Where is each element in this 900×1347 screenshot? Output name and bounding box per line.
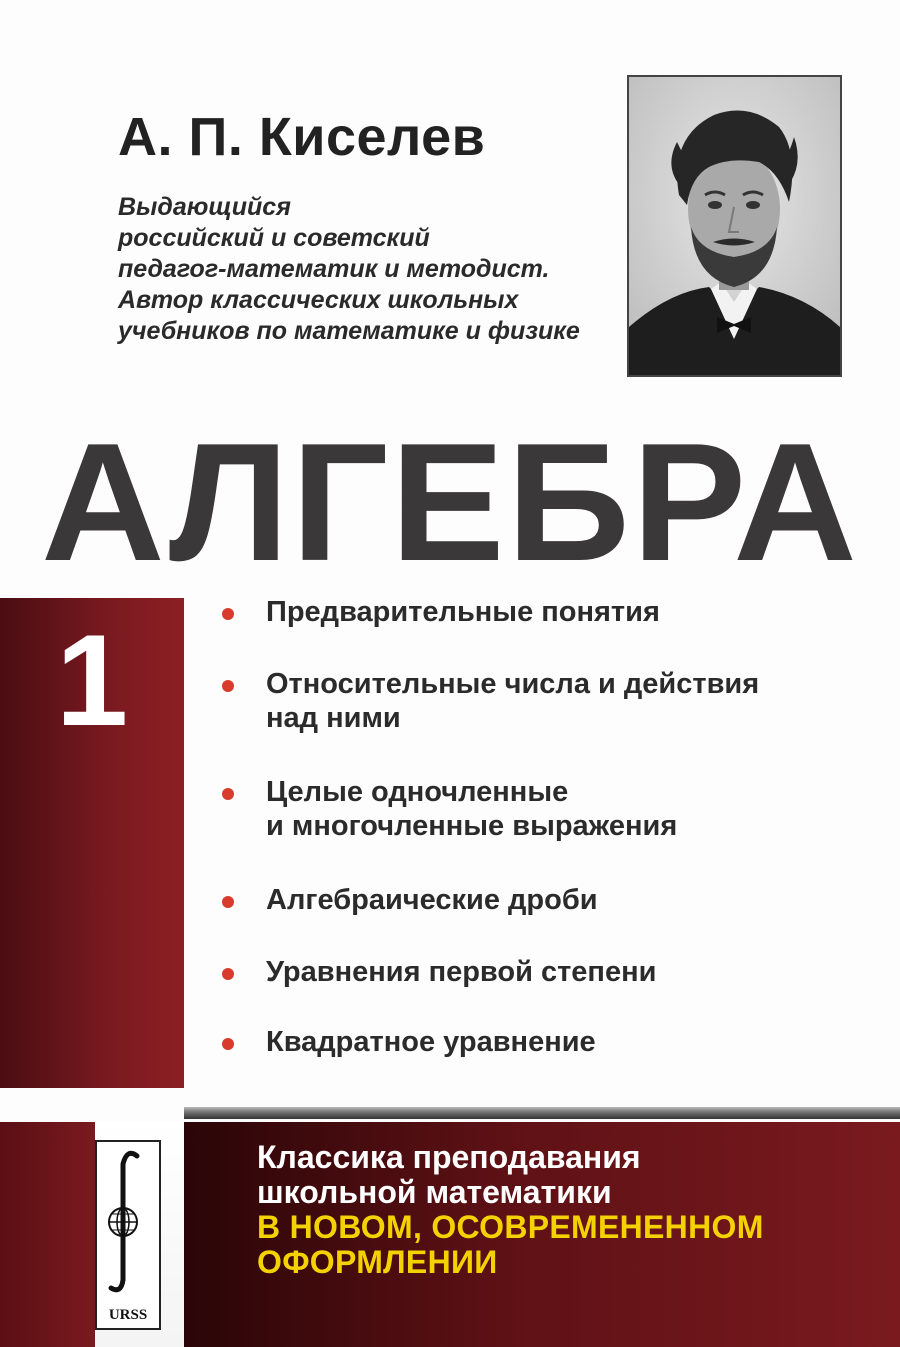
slogan-highlight: В НОВОМ, ОСОВРЕМЕНЕННОМ (257, 1209, 764, 1245)
slogan-highlight: ОФОРМЛЕНИИ (257, 1244, 498, 1280)
divider (184, 1107, 900, 1119)
topic-line: Уравнения первой степени (266, 956, 657, 988)
author-bio-line: Автор классических школьных (118, 286, 519, 314)
author-bio-line: учебников по математике и физике (118, 317, 580, 345)
topic-line: Алгебраические дроби (266, 884, 598, 916)
author-portrait (627, 75, 842, 377)
slogan-line: Классика преподавания (257, 1139, 641, 1175)
series-slogan (257, 1140, 877, 1280)
slogan-line: школьной математики (257, 1174, 612, 1210)
bullet-icon (222, 1038, 234, 1050)
author-bio-line: Выдающийся (118, 193, 291, 221)
portrait-image (629, 77, 840, 375)
author-name: А. П. Киселев (118, 107, 486, 167)
publisher-name: URSS (108, 1307, 148, 1323)
bullet-icon (222, 896, 234, 908)
author-bio (118, 192, 618, 347)
bullet-icon (222, 608, 234, 620)
volume-number: 1 (55, 607, 129, 753)
topic-line: Относительные числа и действия (266, 668, 760, 700)
publisher-logo (95, 1140, 161, 1330)
book-title: АЛГЕБРА (41, 408, 859, 596)
author-bio-line: российский и советский (118, 224, 430, 252)
bullet-icon (222, 968, 234, 980)
topic-line: Предварительные понятия (266, 596, 660, 628)
topic-line: и многочленные выражения (266, 810, 678, 842)
topic-line: Целые одночленные (266, 776, 569, 808)
bullet-icon (222, 788, 234, 800)
author-bio-line: педагог-математик и методист. (118, 255, 550, 283)
bottom-left-stripe (0, 1122, 95, 1347)
integral-globe-icon (97, 1142, 159, 1302)
bullet-icon (222, 680, 234, 692)
topic-line: Квадратное уравнение (266, 1026, 596, 1058)
topic-line: над ними (266, 702, 401, 734)
